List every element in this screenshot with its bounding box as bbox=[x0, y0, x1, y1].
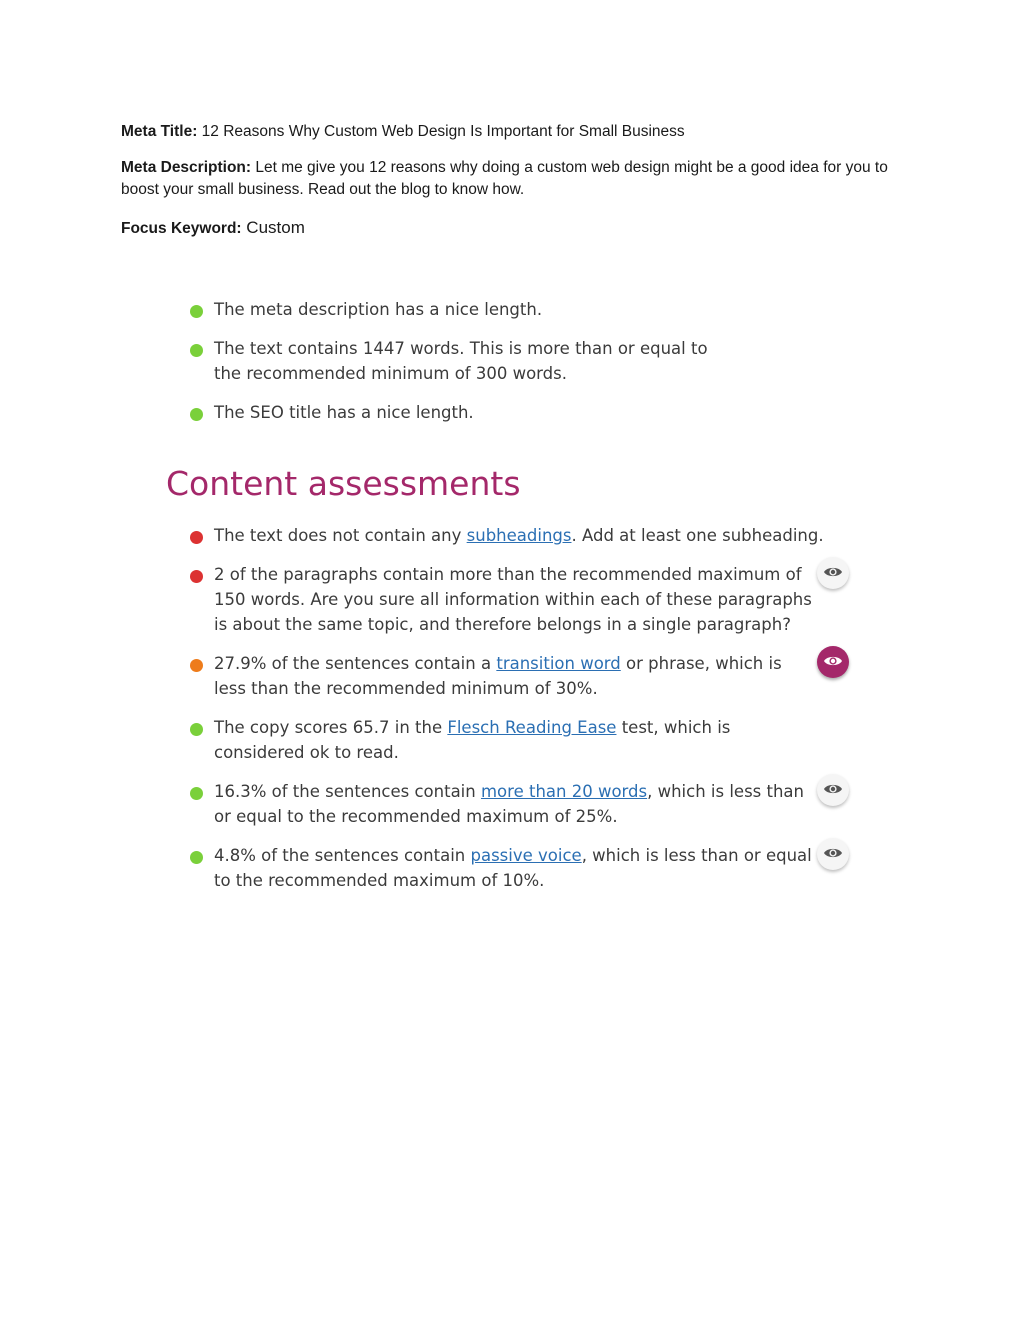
result-text bbox=[214, 715, 809, 765]
subheadings-link[interactable]: subheadings bbox=[466, 526, 572, 545]
result-text bbox=[214, 843, 814, 893]
result-text-post: test, which is considered ok to read. bbox=[214, 718, 731, 762]
eye-icon[interactable] bbox=[817, 557, 849, 589]
result-text bbox=[214, 651, 804, 701]
result-text-pre: 4.8% of the sentences contain bbox=[214, 846, 471, 865]
eye-icon[interactable] bbox=[817, 646, 849, 678]
more-than-20-words-link[interactable]: more than 20 words bbox=[480, 782, 648, 801]
good-status-dot bbox=[190, 723, 203, 736]
meta-description-label: Meta Description: bbox=[121, 159, 252, 176]
good-status-dot bbox=[190, 851, 203, 864]
result-text: The SEO title has a nice length. bbox=[214, 403, 474, 422]
bad-status-dot bbox=[190, 570, 203, 583]
result-text: The text contains 1447 words. This is more than or equal to the recommended minimum of 300 words. bbox=[214, 339, 708, 383]
flesch-reading-ease-link[interactable]: Flesch Reading Ease bbox=[447, 718, 617, 737]
passive-voice-link[interactable]: passive voice bbox=[470, 846, 582, 865]
result-text bbox=[214, 523, 834, 548]
good-status-dot bbox=[190, 787, 203, 800]
result-text-pre: 27.9% of the sentences contain a bbox=[214, 654, 497, 673]
content-assessments-heading: Content assessments bbox=[166, 464, 521, 503]
meta-title bbox=[121, 121, 911, 143]
good-status-dot bbox=[190, 305, 203, 318]
result-text-post: or phrase, which is less than the recommended minimum of 30%. bbox=[214, 654, 782, 698]
result-text: 2 of the paragraphs contain more than the recommended maximum of 150 words. Are you sure all information within each of these paragraphs is about the same topic, and therefore belongs in a single paragraph? bbox=[214, 565, 812, 634]
transition-word-link[interactable]: transition word bbox=[496, 654, 621, 673]
result-text-pre: 16.3% of the sentences contain bbox=[214, 782, 481, 801]
focus-keyword bbox=[121, 217, 911, 240]
meta-title-label: Meta Title: bbox=[121, 123, 198, 140]
bad-status-dot bbox=[190, 531, 203, 544]
result-text-pre: The text does not contain any bbox=[214, 526, 467, 545]
result-text: The meta description has a nice length. bbox=[214, 300, 543, 319]
meta-description-value: Let me give you 12 reasons why doing a custom web design might be a good idea for you to boost your small business. Read out the blog to know how. bbox=[121, 159, 888, 198]
good-status-dot bbox=[190, 344, 203, 357]
eye-icon[interactable] bbox=[817, 838, 849, 870]
result-text bbox=[214, 779, 812, 829]
result-text-pre: The copy scores 65.7 in the bbox=[214, 718, 448, 737]
result-text-post: . Add at least one subheading. bbox=[571, 526, 824, 545]
meta-description bbox=[121, 157, 911, 201]
result-text-post: , which is less than or equal to the recommended maximum of 25%. bbox=[214, 782, 805, 826]
ok-status-dot bbox=[190, 659, 203, 672]
good-status-dot bbox=[190, 408, 203, 421]
focus-keyword-value: Custom bbox=[241, 218, 305, 237]
eye-icon[interactable] bbox=[817, 774, 849, 806]
focus-keyword-label: Focus Keyword: bbox=[121, 220, 242, 237]
result-text-post: , which is less than or equal to the recommended maximum of 10%. bbox=[214, 846, 812, 890]
meta-title-value: 12 Reasons Why Custom Web Design Is Important for Small Business bbox=[197, 123, 685, 140]
